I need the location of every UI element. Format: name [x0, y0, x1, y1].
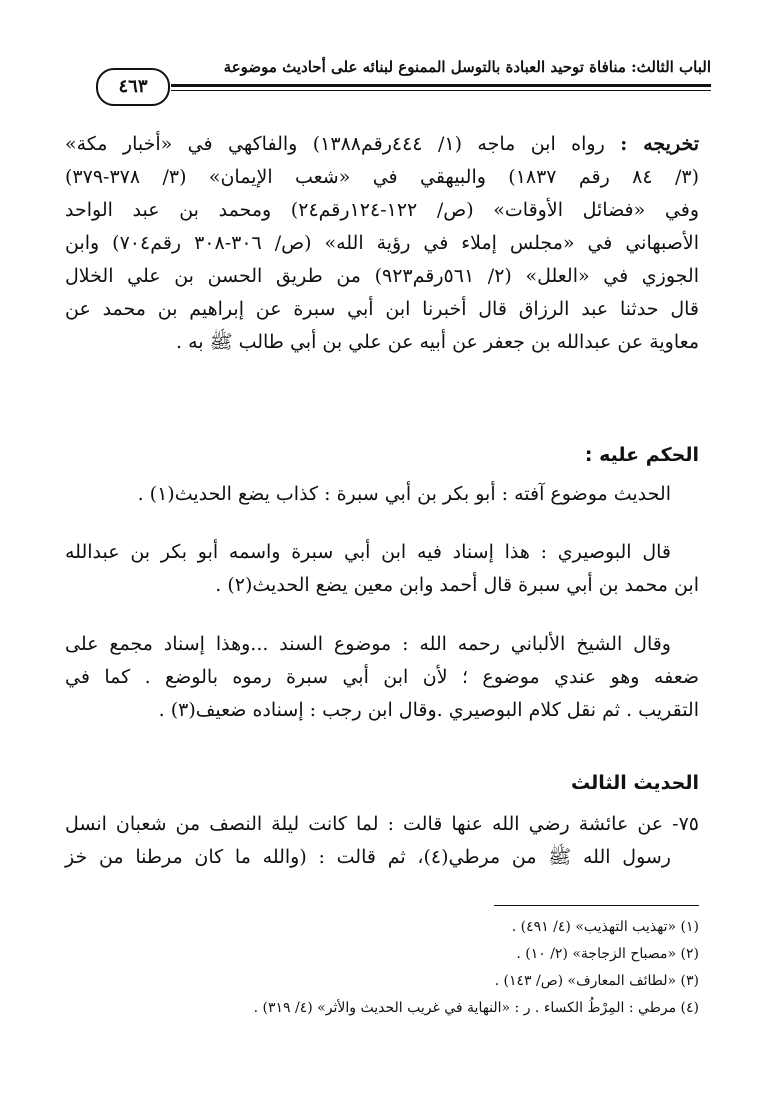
text-line: قال حدثنا عبد الرزاق قال أخبرنا ابن أبي سبرة عن إبراهيم بن محمد عن — [65, 298, 699, 320]
text-line: الحديث موضوع آفته : أبو بكر بن أبي سبرة : كذاب يضع الحديث(١) . — [137, 483, 671, 505]
text-span: رواه ابن ماجه (١/ ٤٤٤رقم١٣٨٨) والفاكهي في «أخبار مكة» — [65, 133, 605, 155]
text-line: وفي «فضائل الأوقات» (ص/ ١٢٢-١٢٤رقم٢٤) ومحمد بن عبد الواحد — [65, 199, 699, 221]
text-line: رسول الله ﷺ من مرطي(٤)، ثم قالت : (والله ما كان مرطنا من خز — [65, 846, 671, 868]
footnote: (١) «تهذيب التهذيب» (٤/ ٤٩١) . — [511, 919, 699, 935]
takhrij-paragraph — [65, 128, 699, 359]
text-line: (٣/ ٨٤ رقم ١٨٣٧) والبيهقي في «شعب الإيمان» (٣/ ٣٧٨-٣٧٩) — [65, 166, 699, 188]
text-line: معاوية عن عبدالله بن جعفر عن أبيه عن علي بن أبي طالب ﷺ به . — [175, 331, 699, 353]
footnotes — [65, 914, 699, 1022]
text-line: قال البوصيري : هذا إسناد فيه ابن أبي سبرة واسمه أبو بكر بن عبدالله — [65, 541, 671, 563]
footnote: (٣) «لطائف المعارف» (ص/ ١٤٣) . — [494, 973, 699, 989]
hukm-paragraph-2 — [65, 536, 699, 602]
footnote: (٢) «مصباح الزجاجة» (٢/ ١٠) . — [516, 946, 699, 962]
takhrij-label: تخريجه : — [620, 133, 699, 155]
hukm-heading: الحكم عليه : — [584, 444, 699, 466]
text-line: التقريب . ثم نقل كلام البوصيري .وقال ابن رجب : إسناده ضعيف(٣) . — [158, 699, 699, 721]
text-line: وقال الشيخ الألباني رحمه الله : موضوع السند ...وهذا إسناد مجمع على — [65, 633, 671, 655]
header-rule-thick — [171, 84, 711, 87]
running-header — [96, 56, 711, 96]
hukm-paragraph-3 — [65, 628, 699, 727]
text-line: الأصبهاني في «مجلس إملاء في رؤية الله» (ص/ ٣٠٦-٣٠٨ رقم٧٠٤) وابن — [65, 232, 699, 254]
header-rule-thin — [171, 90, 711, 91]
text-line: ضعفه وهو عندي موضوع ؛ لأن ابن أبي سبرة رموه بالوضع . كما في — [65, 666, 699, 688]
text-line: الجوزي في «العلل» (٢/ ٥٦١رقم٩٢٣) من طريق الحسن بن علي الخلال — [65, 265, 699, 287]
footnote: (٤) مرطي : المِرْطُ الكساء . ر : «النهاية في غريب الحديث والأثر» (٤/ ٣١٩) . — [253, 1000, 699, 1016]
hadith-heading: الحديث الثالث — [571, 772, 699, 794]
hadith-paragraph — [65, 808, 699, 874]
hukm-paragraph-1 — [65, 478, 699, 511]
header-title — [191, 58, 711, 76]
footnote-separator — [494, 905, 699, 906]
page-number: ٤٦٣ — [96, 68, 170, 106]
chapter-title: منافاة توحيد العبادة بالتوسل الممنوع لبنائه على أحاديث موضوعة — [223, 58, 626, 76]
text-line — [65, 128, 699, 161]
text-line: ٧٥- عن عائشة رضي الله عنها قالت : لما كانت ليلة النصف من شعبان انسل — [65, 813, 699, 835]
text-line: ابن محمد بن أبي سبرة قال أحمد وابن معين يضع الحديث(٢) . — [215, 574, 699, 596]
chapter-label: الباب الثالث: — [631, 58, 711, 76]
